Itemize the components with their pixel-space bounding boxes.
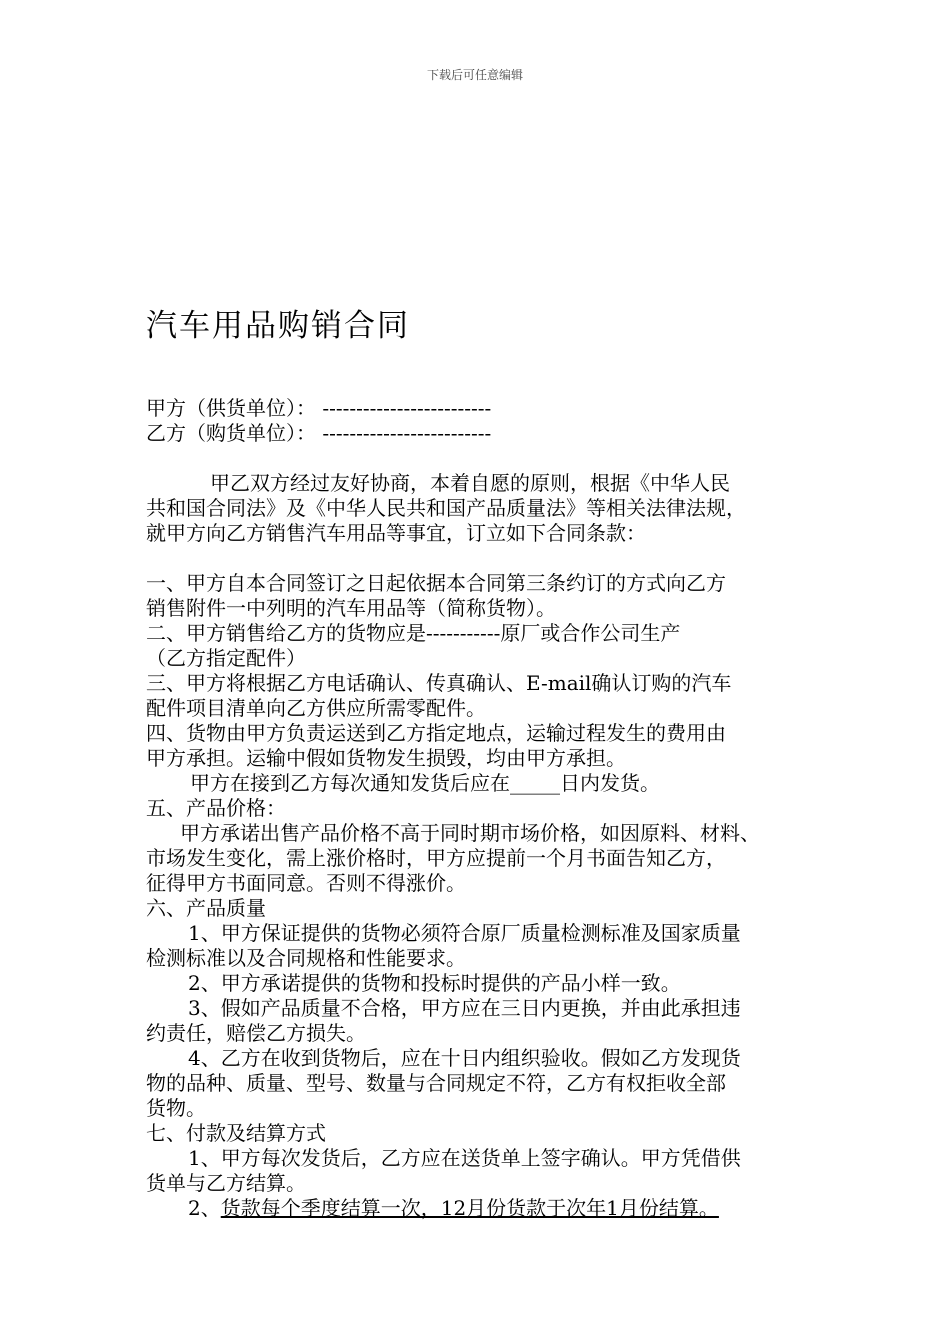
clause-7-title: 七、付款及结算方式 xyxy=(146,1121,326,1145)
contract-body xyxy=(146,396,826,1221)
clause-6: 1、甲方保证提供的货物必须符合原厂质量检测标准及国家质量 检测标准以及合同规格和性能要求。 2、甲方承诺提供的货物和投标时提供的产品小样一致。 3、假如产品质量不合格，甲方应在三日内更换，并由此承担违 约责任，赔偿乙方损失。 4、乙方在收到货物后，应在十日内组织验收。假如乙方发现货 物的品种、质量、型号、数量与合同规定不符，乙方有权拒收全部 货物。 xyxy=(146,921,741,1120)
intro-paragraph: 甲乙双方经过友好协商，本着自愿的原则，根据《中华人民 共和国合同法》及《中华人民共和国产品质量法》等相关法律法规， 就甲方向乙方销售汽车用品等事宜，订立如下合同条款： xyxy=(146,471,746,545)
clause-2: 二、甲方销售给乙方的货物应是-----------原厂或合作公司生产 （乙方指定配件） xyxy=(146,621,681,670)
clause-7: 1、甲方每次发货后，乙方应在送货单上签字确认。甲方凭借供 货单与乙方结算。 2、货款每个季度结算一次，12月份货款于次年1月份结算。 xyxy=(146,1146,826,1221)
underlined-settlement-text: 货款每个季度结算一次，12月份货款于次年1月份结算。 xyxy=(220,1196,719,1220)
clause-1: 一、甲方自本合同签订之日起依据本合同第三条约订的方式向乙方 销售附件一中列明的汽车用品等（简称货物）。 xyxy=(146,571,726,620)
document-title: 汽车用品购销合同 xyxy=(146,308,410,344)
clause-3: 三、甲方将根据乙方电话确认、传真确认、E-mail确认订购的汽车 配件项目清单向乙方供应所需零配件。 xyxy=(146,671,732,720)
clause-5-title: 五、产品价格： xyxy=(146,796,286,820)
clause-4: 四、货物由甲方负责运送到乙方指定地点，运输过程发生的费用由 甲方承担。运输中假如货物发生损毁，均由甲方承担。 甲方在接到乙方每次通知发货后应在_____日内发货。 xyxy=(146,721,726,795)
clause-6-title: 六、产品质量 xyxy=(146,896,266,920)
page-header: 下载后可任意编辑 xyxy=(426,68,523,82)
party-b-line: 乙方（购货单位）： ------------------------- xyxy=(146,421,492,445)
party-a-line: 甲方（供货单位）： ------------------------- xyxy=(146,396,492,420)
clause-7-item-2: 2、货款每个季度结算一次，12月份货款于次年1月份结算。 xyxy=(188,1196,719,1220)
clause-5: 甲方承诺出售产品价格不高于同时期市场价格，如因原料、材料、 市场发生变化，需上涨价格时，甲方应提前一个月书面告知乙方， 征得甲方书面同意。否则不得涨价。 xyxy=(146,821,760,895)
